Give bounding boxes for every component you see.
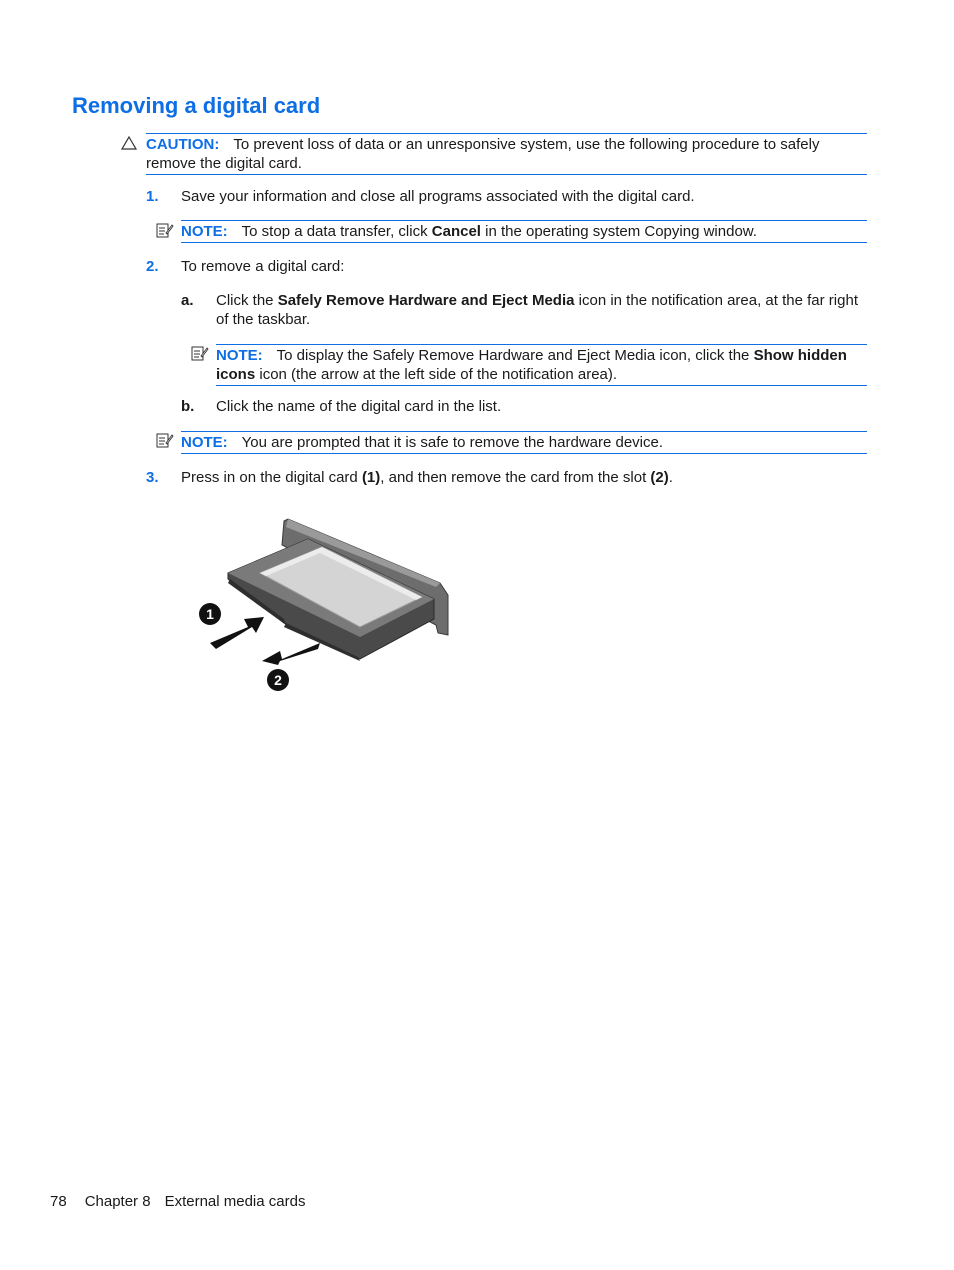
- step-2a-pre: Click the: [216, 292, 278, 309]
- note-icon: [191, 345, 209, 366]
- chapter-label: Chapter 8: [84, 1193, 151, 1210]
- note-bold: Cancel: [431, 223, 481, 240]
- note-callout-step-2a: [216, 344, 867, 386]
- step-2a-bold: Safely Remove Hardware and Eject Media: [277, 292, 575, 309]
- caution-text: To prevent loss of data or an unresponsive system, use the following procedure to safely remove the digital card.: [146, 136, 820, 172]
- figure-callout-2: 2: [274, 672, 282, 688]
- note-icon: [156, 432, 174, 453]
- note-bold: Show hidden icons: [216, 347, 847, 383]
- note-text: You are prompted that it is safe to remove the hardware device.: [241, 434, 664, 451]
- step-2-text: To remove a digital card:: [181, 258, 345, 275]
- step-2a-letter: a.: [181, 292, 194, 309]
- page-title: Removing a digital card: [72, 93, 321, 118]
- step-2a-post: icon in the notification area, at the far right of the taskbar.: [216, 292, 858, 328]
- note-text: To stop a data transfer, click: [241, 223, 432, 240]
- note-text: icon (the arrow at the left side of the notification area).: [255, 366, 618, 383]
- page-footer: [50, 1193, 323, 1210]
- note-callout-step-1: [181, 220, 867, 243]
- step-3-mid: , and then remove the card from the slot: [380, 469, 651, 486]
- step-3-number: 3.: [146, 469, 159, 486]
- note-label: NOTE:: [181, 434, 228, 451]
- note-text: in the operating system Copying window.: [480, 223, 757, 240]
- step-2b-text: Click the name of the digital card in the list.: [216, 398, 502, 415]
- step-1-number: 1.: [146, 188, 159, 205]
- figure-callout-1: 1: [206, 606, 214, 622]
- digital-card-illustration: [190, 515, 460, 695]
- chapter-title: External media cards: [164, 1193, 306, 1210]
- caution-label: CAUTION:: [146, 136, 220, 153]
- step-3-text: [181, 468, 673, 487]
- step-1-text: Save your information and close all programs associated with the digital card.: [181, 188, 695, 205]
- note-label: NOTE:: [181, 223, 228, 240]
- caution-triangle-icon: [121, 136, 137, 154]
- step-2b-letter: b.: [181, 398, 195, 415]
- step-3-bold-1: (1): [361, 469, 381, 486]
- step-3-pre: Press in on the digital card: [181, 469, 362, 486]
- step-3-bold-2: (2): [650, 469, 669, 486]
- note-label: NOTE:: [216, 347, 263, 364]
- caution-callout: [146, 133, 867, 175]
- note-callout-step-2: [181, 431, 867, 454]
- step-2-number: 2.: [146, 258, 159, 275]
- step-3-post: .: [668, 469, 673, 486]
- step-2a-text: [216, 291, 868, 329]
- note-text: To display the Safely Remove Hardware and Eject Media icon, click the: [276, 347, 754, 364]
- page-number: 78: [50, 1193, 67, 1210]
- note-icon: [156, 222, 174, 243]
